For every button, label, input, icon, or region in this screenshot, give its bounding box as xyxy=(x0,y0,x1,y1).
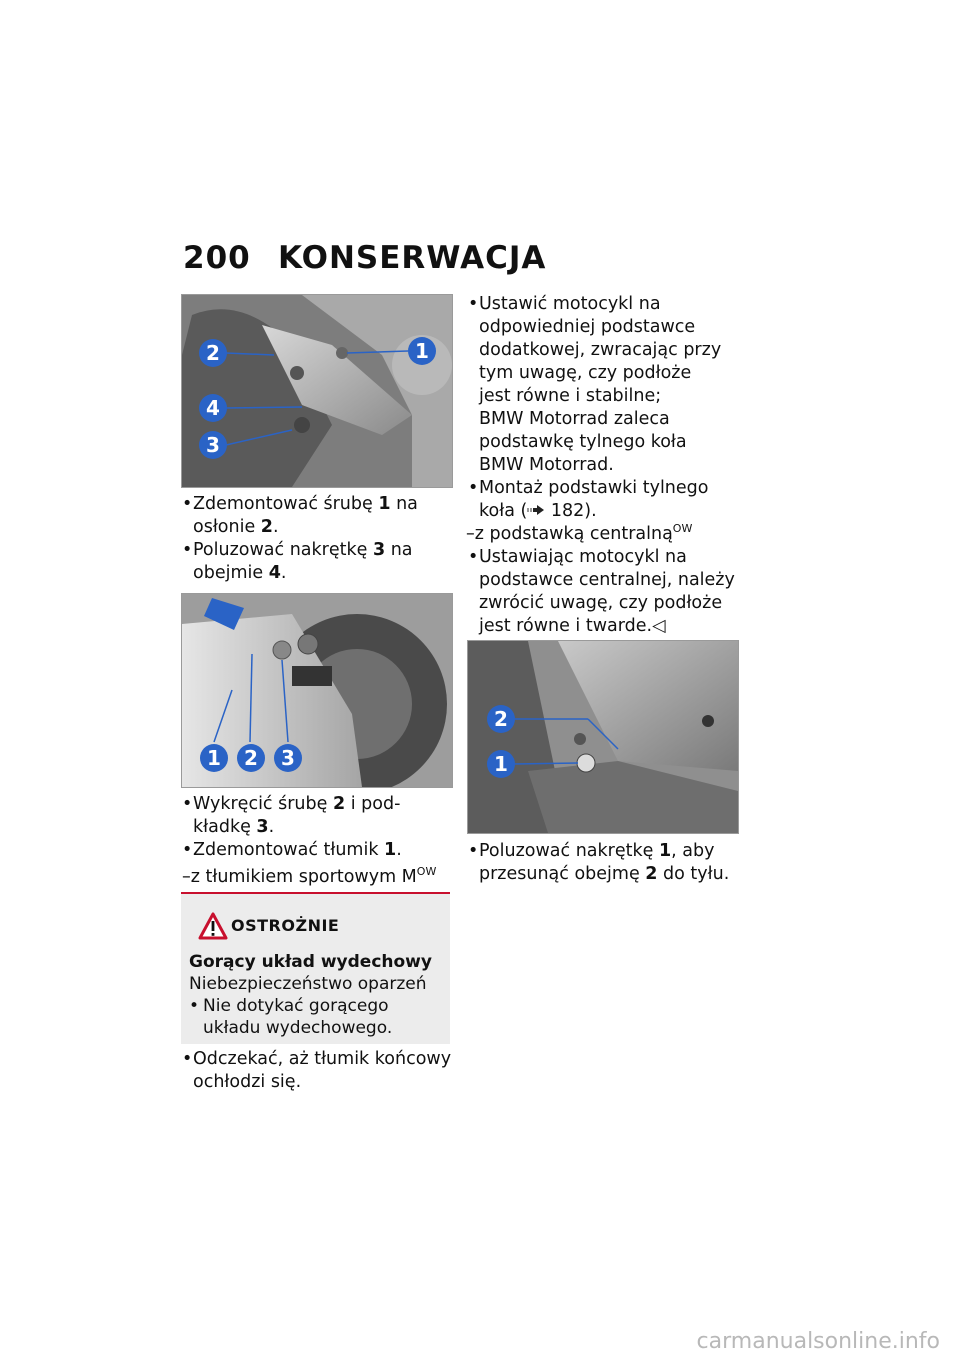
list-item: • Nie dotykać gorącego układu wydechowego. xyxy=(189,996,393,1038)
list-item: • Zdemontować tłumik 1. xyxy=(182,840,402,860)
figure-clamp-nut-illustration xyxy=(468,641,738,833)
page-reference-arrow-icon xyxy=(527,504,545,516)
warning-box xyxy=(181,892,450,1044)
option-sport-muffler: –z tłumikiem sportowym $M^{OW}$ xyxy=(182,865,437,887)
watermark: carmanualsonline.info xyxy=(696,1329,940,1354)
list-item: • Poluzować nakrętkę 1, aby przesunąć obejmę 2 do tyłu. xyxy=(468,841,730,884)
step-cool-down xyxy=(182,1048,457,1094)
list-item: • Zdemontować śrubę 1 na osłonie 2. xyxy=(182,494,418,537)
page-number: 200 xyxy=(183,240,251,276)
option-center-stand: –z podstawką centralną$^{OW}$ xyxy=(466,522,693,544)
warning-icon xyxy=(198,912,228,940)
page-header xyxy=(183,240,546,276)
figure-muffler-removal-illustration xyxy=(182,594,452,787)
warning-text: Niebezpieczeństwo oparzeń xyxy=(189,974,427,994)
callout-2-label: 2 xyxy=(244,746,258,770)
figure-clamp-nut xyxy=(467,640,739,834)
list-item: • Odczekać, aż tłumik końcowy ochłodzi się. xyxy=(182,1049,452,1092)
end-mark: ◁ xyxy=(652,616,666,636)
list-item: • Poluzować nakrętkę 3 na obejmie 4. xyxy=(182,540,413,583)
warning-heading: Gorący układ wydechowy xyxy=(189,952,432,972)
callout-1-label: 1 xyxy=(494,752,508,776)
steps-remove-cover xyxy=(182,493,452,585)
steps-remove-muffler xyxy=(182,793,452,862)
callout-3-label: 3 xyxy=(281,746,295,770)
callout-4-label: 4 xyxy=(206,396,220,420)
list-item: • Montaż podstawki tylnego koła ( 182). xyxy=(468,478,709,521)
right-column-steps xyxy=(468,293,748,638)
figure-muffler-cover xyxy=(181,294,453,488)
warning-title: OSTROŻNIE xyxy=(231,916,340,935)
list-item: • Wykręcić śrubę 2 i pod- kładkę 3. xyxy=(182,794,401,837)
callout-1-label: 1 xyxy=(207,746,221,770)
list-item: • Ustawiając motocykl na podstawce centralnej, należy zwrócić uwagę, czy podłoże jest równe i twarde.◁ xyxy=(468,547,735,636)
callout-1-label: 1 xyxy=(415,339,429,363)
figure-muffler-cover-illustration xyxy=(182,295,452,487)
step-loosen-nut xyxy=(468,840,748,886)
page-title: KONSERWACJA xyxy=(278,240,547,276)
callout-2-label: 2 xyxy=(494,707,508,731)
callout-2-label: 2 xyxy=(206,341,220,365)
figure-muffler-removal xyxy=(181,593,453,788)
list-item: • Ustawić motocykl na odpowiedniej podstawce dodatkowej, zwracając przy tym uwagę, czy podłoże jest równe i stabilne; BMW Motorrad zaleca podstawkę tylnego koła BMW Motorrad. xyxy=(468,294,722,475)
callout-3-label: 3 xyxy=(206,433,220,457)
